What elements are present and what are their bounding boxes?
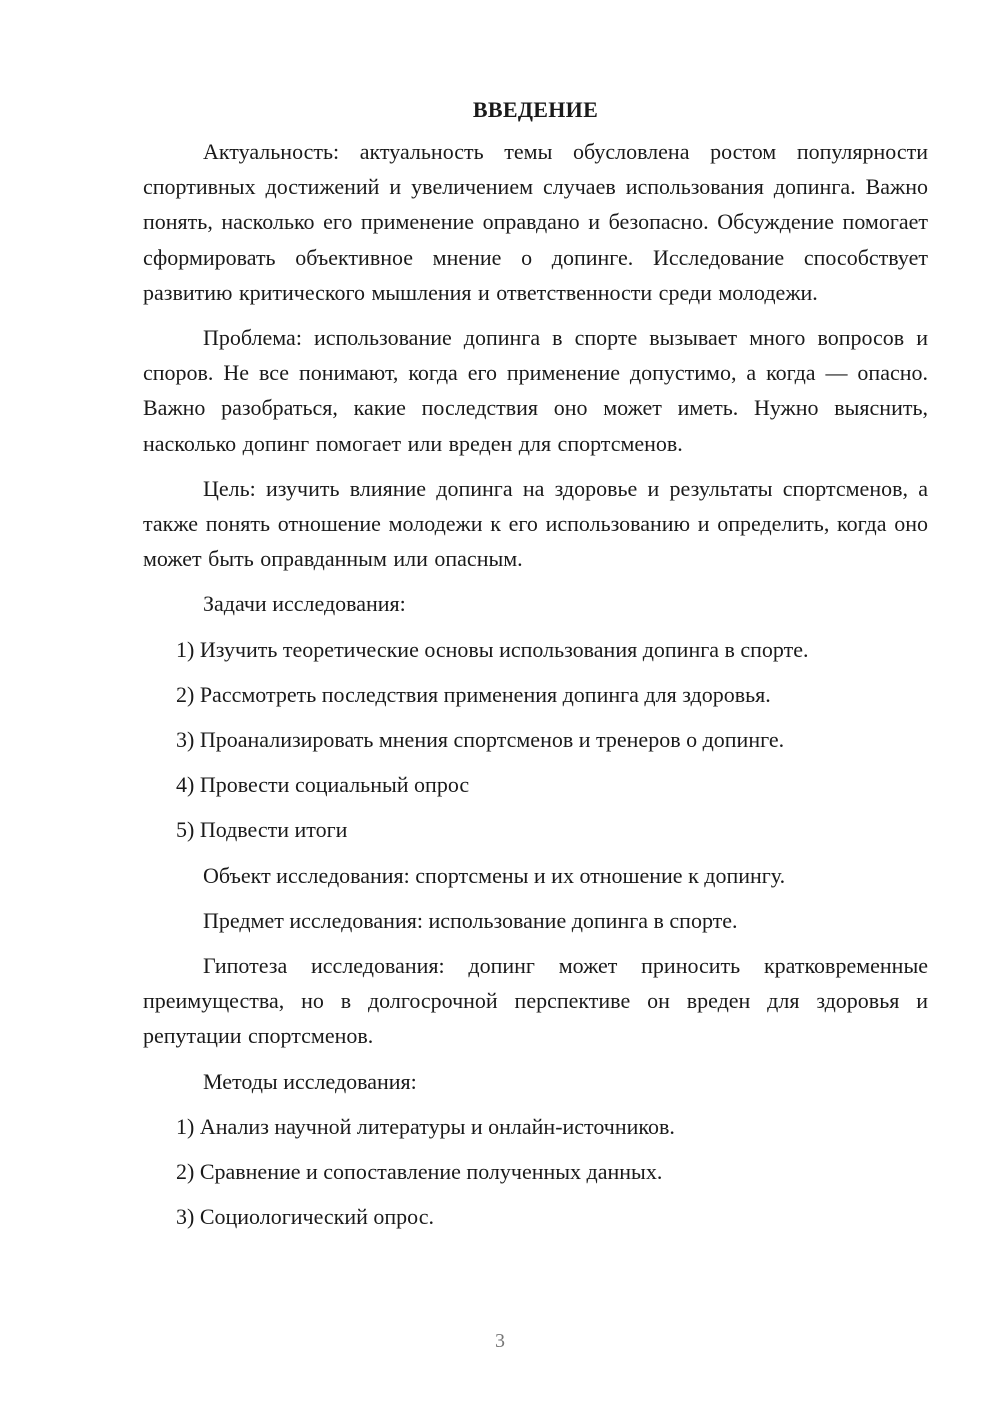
- section-title: ВВЕДЕНИЕ: [472, 97, 599, 122]
- task-item: 3) Проанализировать мнения спортсменов и тренеров о допинге.: [176, 727, 785, 753]
- task-item: 5) Подвести итоги: [176, 817, 348, 843]
- page-number: 3: [495, 1330, 505, 1352]
- task-item: 2) Рассмотреть последствия применения допинга для здоровья.: [176, 681, 771, 707]
- tasks-list: [143, 632, 928, 848]
- object-line: Объект исследования: спортсмены и их отношение к допингу.: [203, 862, 786, 888]
- goal-paragraph: Цель: изучить влияние допинга на здоровье и результаты спортсменов, а также понять отношение молодежи к его использованию и определить, когда оно может быть оправданным или опасным.: [143, 475, 928, 572]
- subject-line: Предмет исследования: использование допинга в спорте.: [203, 907, 738, 933]
- hypothesis-paragraph: Гипотеза исследования: допинг может приносить кратковременные преимущества, но в долгосрочной перспективе он вреден для здоровья и репутации спортсменов.: [143, 953, 928, 1049]
- tasks-heading: Задачи исследования:: [203, 591, 406, 617]
- task-item: 4) Провести социальный опрос: [176, 772, 470, 798]
- method-item: 1) Анализ научной литературы и онлайн-источников.: [176, 1113, 675, 1139]
- document-page: [143, 92, 928, 1244]
- methods-list: [143, 1109, 928, 1235]
- task-item: 1) Изучить теоретические основы использования допинга в спорте.: [176, 636, 809, 662]
- problem-paragraph: Проблема: использование допинга в спорте вызывает много вопросов и споров. Не все понимают, когда его применение допустимо, а когда — опасно. Важно разобраться, какие последствия оно может иметь. Нужно выяснить, насколько допинг помогает или вреден для спортсменов.: [143, 325, 928, 456]
- method-item: 3) Социологический опрос.: [176, 1204, 434, 1230]
- relevance-paragraph: Актуальность: актуальность темы обусловлена ростом популярности спортивных достижений и увеличением случаев использования допинга. Важно понять, насколько его применение оправдано и безопасно. Обсуждение помогает сформировать объективное мнение о допинге. Исследование способствует развитию критического мышления и ответственности среди молодежи.: [143, 139, 928, 305]
- method-item: 2) Сравнение и сопоставление полученных данных.: [176, 1159, 663, 1185]
- methods-heading: Методы исследования:: [203, 1068, 417, 1094]
